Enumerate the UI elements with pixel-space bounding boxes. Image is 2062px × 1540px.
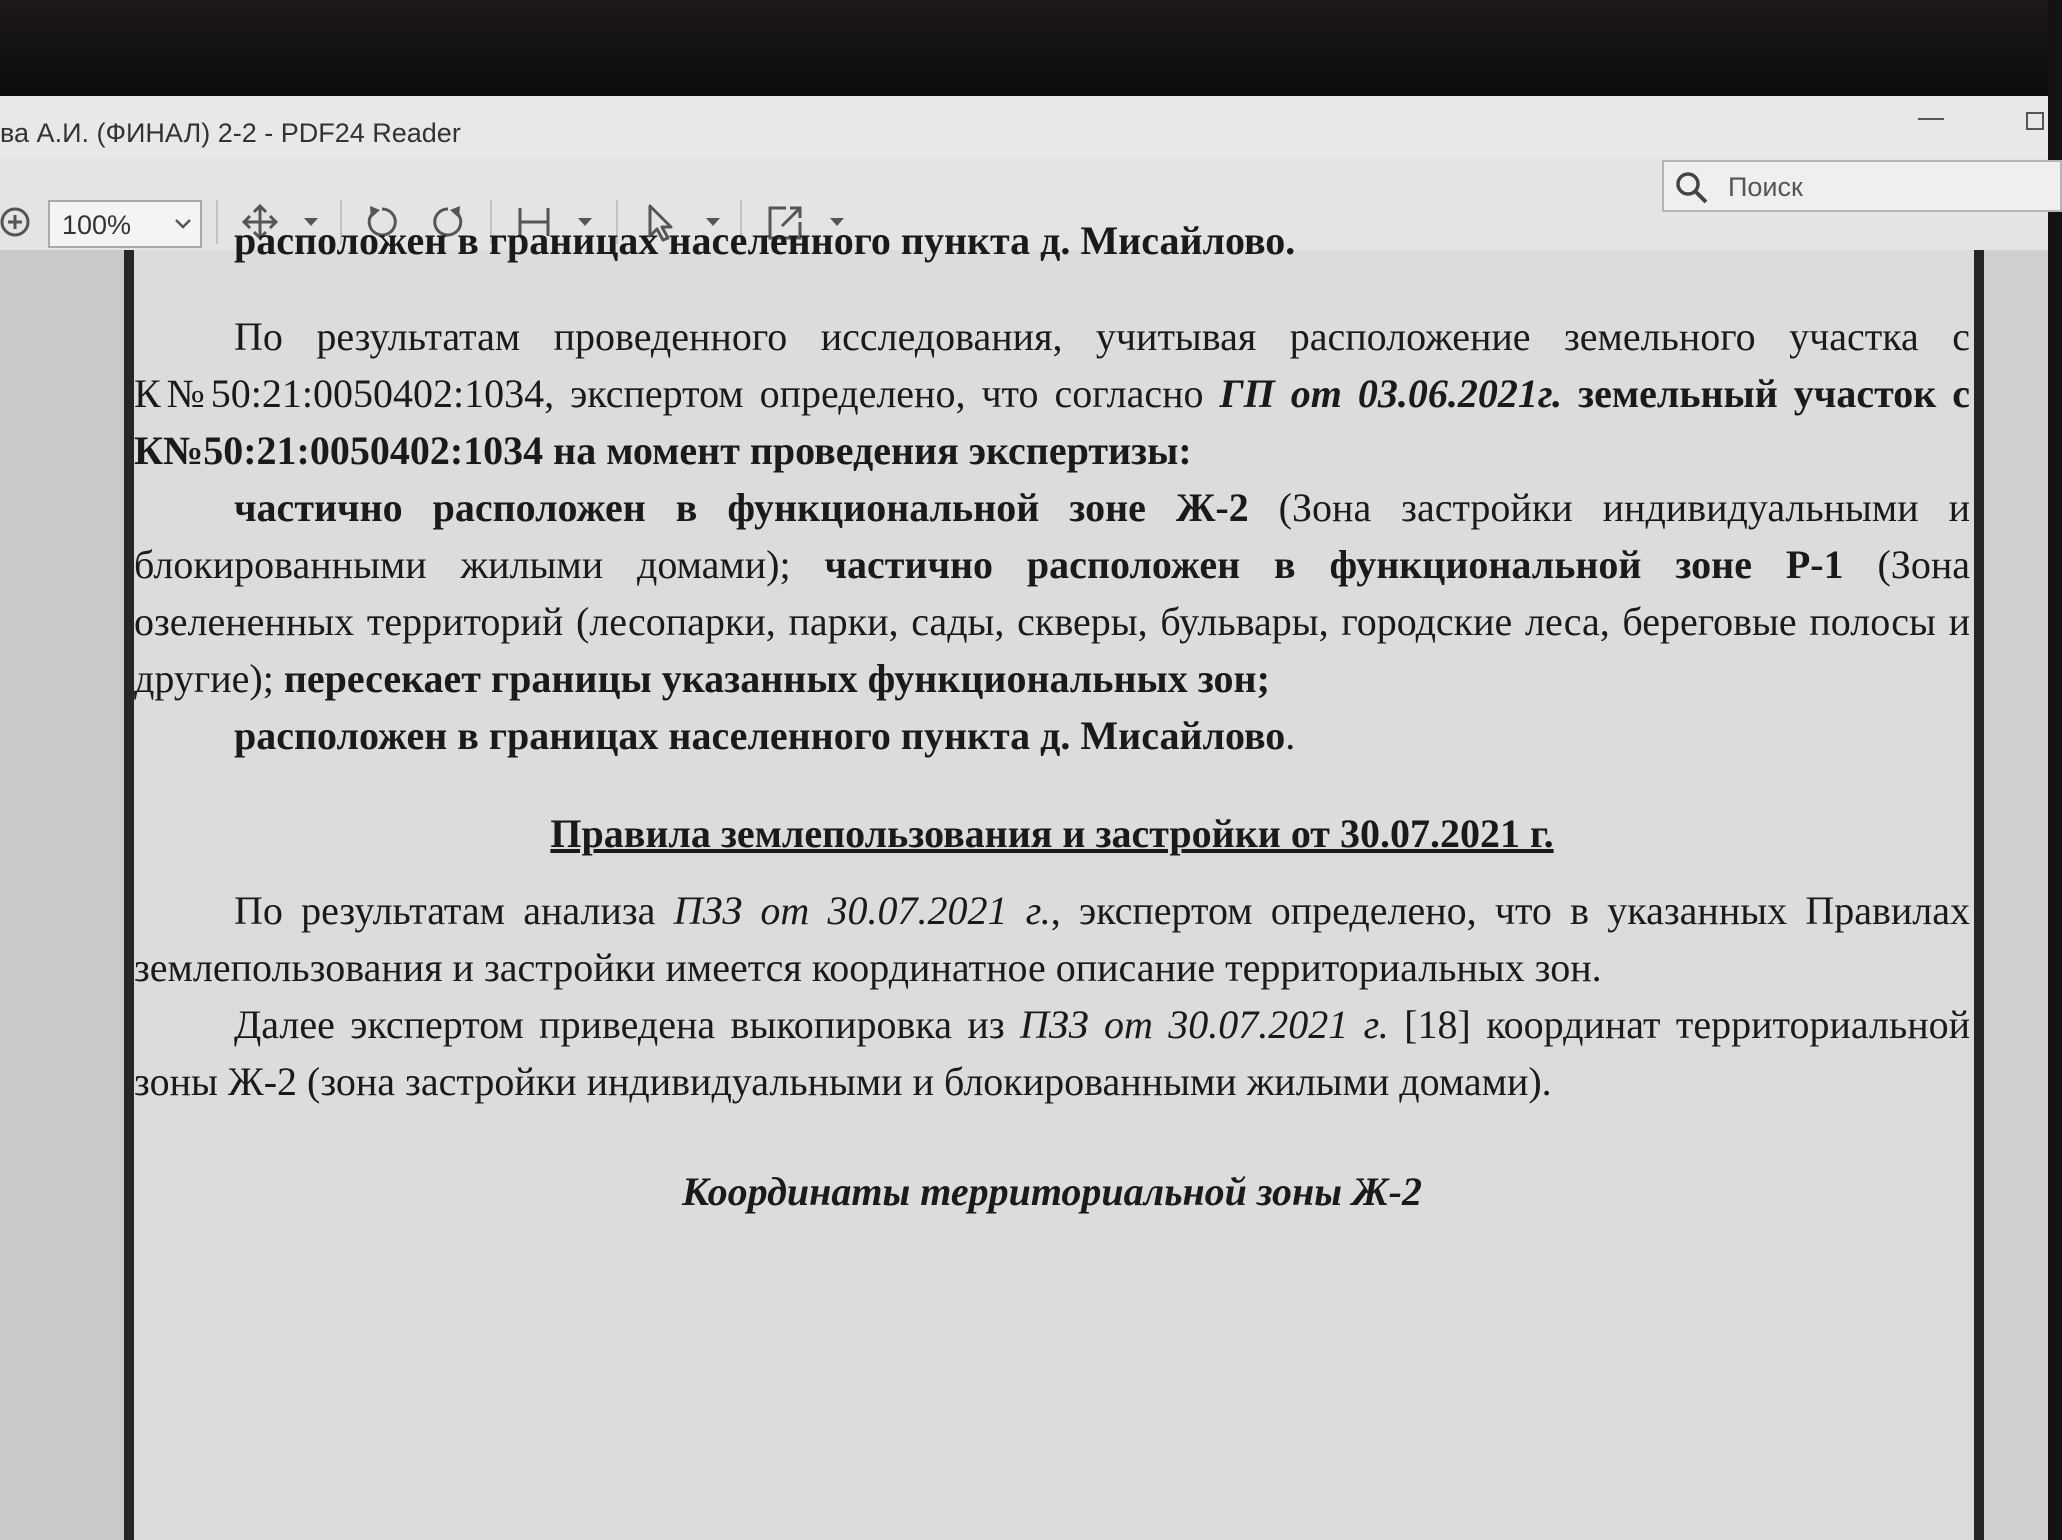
left-gutter (0, 250, 124, 1540)
p3-bold: расположен в границах населенного пункта д. Мисайлово (234, 713, 1286, 758)
zoom-select[interactable] (48, 200, 202, 248)
paragraph-5 (134, 996, 1970, 1110)
p3-text: . (1285, 713, 1296, 758)
p4-italic: ПЗЗ от 30.07.2021 г. (673, 888, 1051, 933)
p5-text-2: [18] координат территориальной зоны Ж-2 (зона застройки индивидуальными и блокированными жилыми домами). (134, 1002, 1971, 1104)
toolbar-separator (216, 200, 218, 244)
p2-bold-1: частично расположен в функциональной зоне Ж-2 (234, 485, 1249, 530)
p5-italic: ПЗЗ от 30.07.2021 г. (1020, 1002, 1389, 1047)
p5-text-1: Далее экспертом приведена выкопировка из (234, 1002, 1021, 1047)
cut-off-line: расположен в границах населенного пункта д. Мисайлово. (234, 218, 1296, 263)
search-input[interactable] (1662, 160, 2062, 212)
p1-bold: земельный участок с К№50:21:0050402:1034 на момент проведения экспертизы: (134, 371, 1970, 473)
zoom-value: 100% (62, 210, 132, 240)
p4-text-2: , экспертом определено, что в указанных Правилах землепользования и застройки имеется координатное описание территориальных зон. (134, 888, 1970, 990)
p1-text: По результатам проведенного исследования, учитывая расположение земельного участка с К№50:21:0050402:1034, экспертом определено, что согласно (134, 314, 1970, 416)
zoom-in-icon[interactable] (0, 202, 30, 242)
p2-bold-3: пересекает границы указанных функциональных зон; (283, 656, 1270, 701)
monitor-bezel (0, 0, 2048, 96)
maximize-icon[interactable] (2026, 112, 2044, 130)
screen (0, 96, 2048, 1536)
title-bar (0, 96, 2048, 166)
search-placeholder: Поиск (1728, 172, 1803, 202)
p2-text-2: (Зона озелененных территорий (лесопарки, парки, сады, скверы, бульвары, городские леса, береговые полосы и другие); (134, 542, 1971, 701)
section-heading: Правила землепользования и застройки от 30.07.2021 г. (550, 811, 1554, 856)
paragraph-1 (134, 308, 1970, 479)
table-caption: Координаты территориальной зоны Ж-2 (682, 1169, 1422, 1214)
document-content (134, 218, 1971, 1540)
window-title: ва А.И. (ФИНАЛ) 2-2 - PDF24 Reader (0, 118, 461, 148)
paragraph-3 (134, 707, 1970, 764)
p2-text-1: (Зона застройки индивидуальными и блокированными жилыми домами); (134, 485, 1970, 587)
minimize-icon[interactable] (1918, 118, 1944, 120)
p1-emphasis: ГП от 03.06.2021г. (1219, 371, 1563, 416)
chevron-down-icon (172, 212, 194, 239)
search-icon (1674, 170, 1710, 211)
p4-text-1: По результатам анализа (234, 888, 674, 933)
document-page[interactable] (124, 218, 1984, 1540)
paragraph-2 (134, 479, 1970, 707)
paragraph-4 (134, 882, 1970, 996)
p2-bold-2: частично расположен в функциональной зоне Р-1 (824, 542, 1844, 587)
right-gutter (1984, 250, 2048, 1540)
